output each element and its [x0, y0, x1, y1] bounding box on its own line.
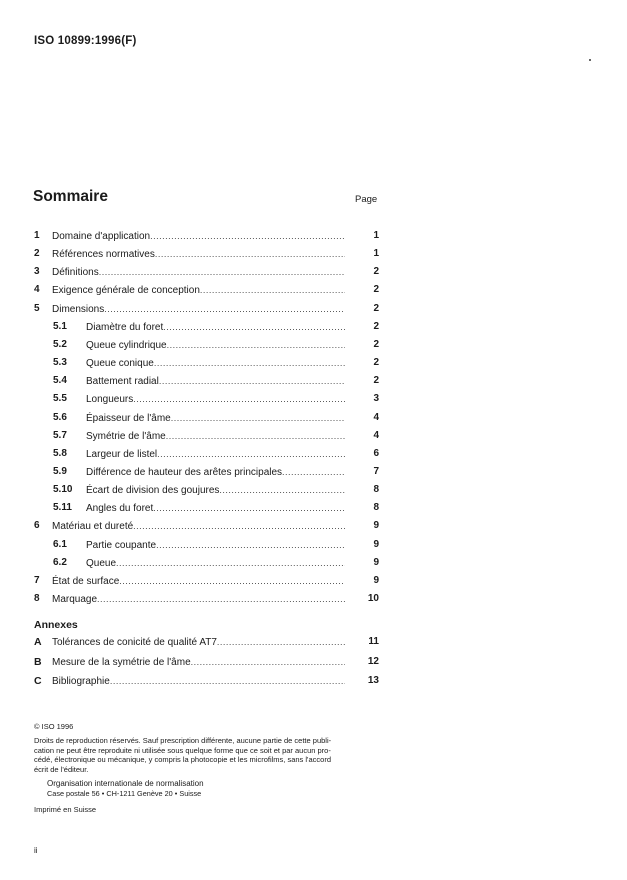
toc-entry-number: B: [34, 656, 42, 668]
dot-leader: [191, 655, 345, 669]
toc-entry-page: 7: [373, 466, 379, 477]
toc-entry-title: [52, 229, 345, 244]
toc-entry-page: 6: [373, 448, 379, 459]
page-folio: ii: [34, 846, 38, 855]
toc-entry-page: 2: [373, 339, 379, 350]
toc-entry-page: 13: [367, 675, 379, 686]
toc-entry-number: 5.11: [53, 502, 72, 513]
toc-entry: [0, 519, 627, 533]
toc-entry: [0, 501, 627, 515]
toc-entry-label: État de surface: [52, 576, 120, 587]
dot-leader: [133, 519, 345, 533]
dot-leader: [155, 247, 345, 261]
toc-entry-page: 2: [373, 357, 379, 368]
toc-entry: [0, 338, 627, 352]
toc-entry-label: Largeur de listel: [86, 449, 158, 460]
toc-entry-number: 6.1: [53, 539, 67, 550]
dot-leader: [104, 302, 345, 316]
toc-entry-number: 6.2: [53, 557, 67, 568]
dot-leader: [159, 374, 345, 388]
toc-entry-label: Exigence générale de conception: [52, 285, 200, 296]
toc-entry: [0, 411, 627, 425]
toc-entry: [0, 655, 627, 669]
toc-entry-title: [52, 635, 345, 650]
dot-leader: [119, 574, 345, 588]
toc-entry-title: [86, 538, 345, 553]
toc-entry-title: [52, 283, 345, 298]
toc-entry-page: 2: [373, 303, 379, 314]
dot-leader: [282, 465, 345, 479]
toc-entry-page: 9: [373, 557, 379, 568]
organisation-name: Organisation internationale de normalisation: [47, 779, 204, 788]
toc-entry-label: Références normatives: [52, 249, 155, 260]
dot-leader: [150, 229, 345, 243]
toc-entry-page: 11: [368, 636, 379, 647]
toc-entry: [0, 592, 627, 606]
toc-entry-page: 1: [373, 230, 379, 241]
toc-entry-number: 5.9: [53, 466, 67, 477]
toc-entry-page: 10: [367, 593, 379, 604]
toc-entry-title: [52, 302, 345, 317]
toc-entry-title: [52, 655, 345, 670]
toc-entry: [0, 635, 627, 649]
dot-leader: [219, 483, 345, 497]
toc-entry-page: 12: [367, 656, 379, 667]
dot-leader: [167, 338, 345, 352]
toc-entry-page: 2: [373, 266, 379, 277]
dot-leader: [200, 283, 345, 297]
toc-entry-title: [86, 356, 345, 371]
dot-leader: [153, 501, 345, 515]
toc-entry-label: Dimensions: [52, 304, 105, 315]
toc-entry-title: [86, 501, 345, 516]
toc-entry-page: 2: [373, 321, 379, 332]
scan-speck: [589, 59, 591, 61]
toc-entry: [0, 374, 627, 388]
toc-entry-title: [86, 465, 345, 480]
toc-entry-label: Queue cylindrique: [86, 340, 167, 351]
dot-leader: [97, 592, 345, 606]
toc-entry-label: Écart de division des goujures: [86, 485, 220, 496]
rights-line: cation ne peut être reproduite ni utilisée sous quelque forme que ce soit et par aucun pro-: [34, 745, 331, 755]
toc-entry-number: 3: [34, 266, 40, 277]
toc-entry-title: [86, 320, 345, 335]
rights-line: Droits de reproduction réservés. Sauf prescription différente, aucune partie de cette publi-: [34, 736, 332, 745]
toc-entry-title: [86, 374, 345, 389]
toc-entry-title: [52, 674, 345, 689]
toc-entry-title: [52, 247, 345, 262]
dot-leader: [99, 265, 345, 279]
toc-entry-label: Queue conique: [86, 358, 154, 369]
toc-entry-label: Diamètre du foret: [86, 322, 164, 333]
dot-leader: [217, 635, 345, 649]
toc-entry: [0, 392, 627, 406]
dot-leader: [116, 556, 345, 570]
toc-entry-page: 3: [373, 393, 379, 404]
dot-leader: [163, 320, 345, 334]
dot-leader: [110, 674, 345, 688]
toc-entry-title: [86, 447, 345, 462]
toc-entry: [0, 356, 627, 370]
toc-entry-label: Marquage: [52, 594, 98, 605]
toc-entry-number: 5.2: [53, 339, 67, 350]
toc-entry: [0, 283, 627, 297]
toc-entry-title: [86, 556, 345, 571]
toc-entry-number: 5.10: [53, 484, 73, 495]
dot-leader: [156, 538, 345, 552]
toc-entry: [0, 556, 627, 570]
toc-entry-title: [86, 411, 345, 426]
toc-entry: [0, 447, 627, 461]
toc-entry-title: [52, 574, 345, 589]
document-id: ISO 10899:1996(F): [34, 35, 137, 47]
toc-entry-number: 4: [34, 284, 40, 295]
toc-entry-number: 5.7: [53, 430, 67, 441]
toc-entry-page: 8: [373, 484, 379, 495]
annexes-heading: Annexes: [34, 619, 78, 631]
toc-entry-number: 5.5: [53, 393, 67, 404]
toc-entry-number: 1: [34, 230, 40, 241]
toc-title: Sommaire: [33, 188, 108, 205]
toc-entry: [0, 320, 627, 334]
toc-entry-label: Longueurs: [86, 394, 134, 405]
toc-entry-number: A: [34, 636, 42, 648]
toc-entry-page: 4: [373, 430, 379, 441]
toc-entry-page: 8: [373, 502, 379, 513]
rights-statement: [34, 736, 380, 774]
toc-entry-label: Épaisseur de l'âme: [86, 413, 171, 424]
toc-entry-page: 9: [373, 520, 379, 531]
toc-entry-title: [52, 592, 345, 607]
organisation-address: Case postale 56 • CH-1211 Genève 20 • Suisse: [47, 789, 202, 798]
toc-entry-number: C: [34, 675, 42, 687]
dot-leader: [133, 392, 345, 406]
toc-entry-page: 9: [373, 575, 379, 586]
rights-line: écrit de l'éditeur.: [34, 764, 89, 774]
toc-entry-page: 4: [373, 412, 379, 423]
toc-entry-number: 2: [34, 248, 40, 259]
toc-entry: [0, 429, 627, 443]
toc-entry: [0, 674, 627, 688]
toc-entry-title: [86, 338, 345, 353]
toc-entry: [0, 302, 627, 316]
toc-entry: [0, 574, 627, 588]
toc-entry-label: Domaine d'application: [52, 231, 151, 242]
toc-entry-label: Tolérances de conicité de qualité AT7: [52, 637, 217, 648]
toc-entry-title: [86, 483, 345, 498]
copyright-notice: © ISO 1996: [34, 722, 74, 731]
rights-line: cédé, électronique ou mécanique, y compris la photocopie et les microfilms, sans l'accord: [34, 755, 331, 765]
toc-page-column-header: Page: [355, 194, 378, 205]
toc-entry-label: Symétrie de l'âme: [86, 431, 166, 442]
dot-leader: [166, 429, 345, 443]
toc-entry: [0, 483, 627, 497]
toc-entry-label: Mesure de la symétrie de l'âme: [52, 657, 191, 668]
printed-in: Imprimé en Suisse: [34, 805, 97, 814]
toc-entry-page: 2: [373, 375, 379, 386]
toc-entry: [0, 247, 627, 261]
toc-entry-label: Queue: [86, 558, 117, 569]
toc-entry-title: [52, 265, 345, 280]
toc-entry-number: 8: [34, 593, 40, 604]
toc-entry-page: 1: [373, 248, 379, 259]
toc-entry: [0, 538, 627, 552]
toc-entry-number: 5.4: [53, 375, 67, 386]
toc-entry-number: 5.3: [53, 357, 67, 368]
toc-entry-page: 9: [373, 539, 379, 550]
dot-leader: [157, 447, 345, 461]
toc-entry-label: Bibliographie: [52, 676, 110, 687]
toc-entry-label: Angles du foret: [86, 503, 154, 514]
toc-entry: [0, 465, 627, 479]
toc-entry-number: 7: [34, 575, 40, 586]
dot-leader: [171, 411, 345, 425]
toc-entry: [0, 229, 627, 243]
toc-entry-label: Matériau et dureté: [52, 521, 134, 532]
toc-entry-title: [86, 392, 345, 407]
dot-leader: [154, 356, 345, 370]
toc-entry-page: 2: [373, 284, 379, 295]
toc-entry-number: 5.1: [53, 321, 67, 332]
toc-entry-number: 5.8: [53, 448, 67, 459]
toc-entry-number: 6: [34, 520, 40, 531]
toc-entry-label: Partie coupante: [86, 540, 157, 551]
toc-entry-number: 5.6: [53, 412, 67, 423]
toc-entry-title: [86, 429, 345, 444]
toc-entry-label: Battement radial: [86, 376, 159, 387]
toc-entry-label: Différence de hauteur des arêtes principales: [86, 467, 283, 478]
toc-entry-title: [52, 519, 345, 534]
toc-entry-number: 5: [34, 303, 40, 314]
toc-entry: [0, 265, 627, 279]
toc-entry-label: Définitions: [52, 267, 99, 278]
